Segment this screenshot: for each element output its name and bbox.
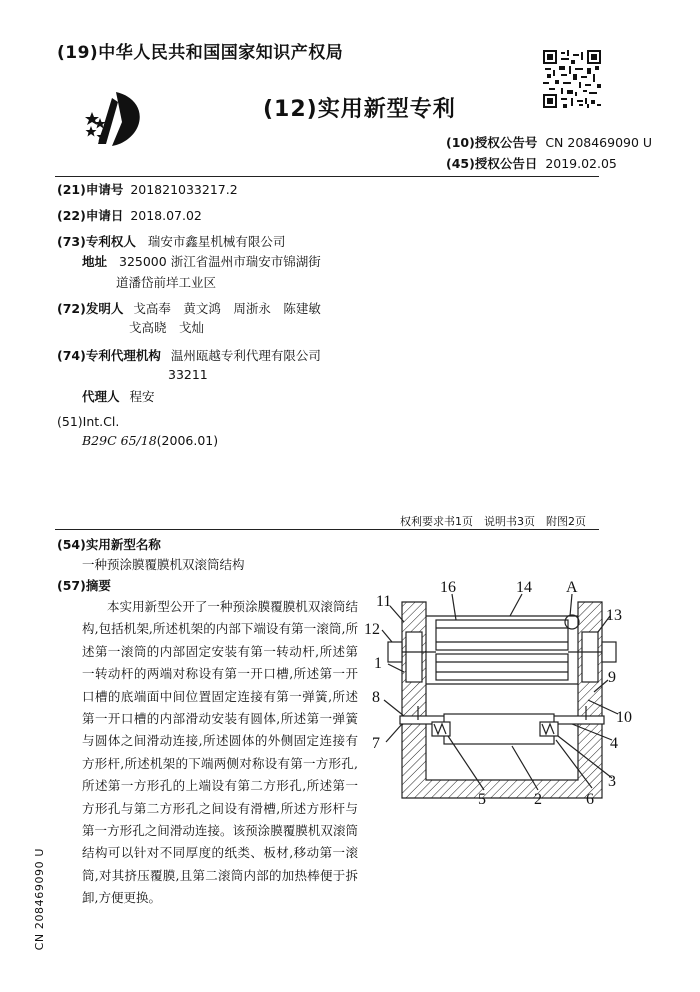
label-9: 9 (608, 669, 616, 686)
label-6: 6 (586, 791, 594, 808)
abstract-text: 本实用新型公开了一种预涂膜覆膜机双滚筒结构,包括机架,所述机架的内部下端设有第一滚筒,所述第一滚筒的内部固定安装有第一转动杆,所述第一转动杆的两端对称设有第一开口槽,所述第一开口槽的底端面中间位置固定连接有第一弹簧,所述第一开口槽的内部滑动安装有圆体,所述第一弹簧与圆体之间滑动连接,所述圆体的外侧固定连接有方形杆,所述机架的下端两侧对称设有第一方形孔,所述第一方形孔的上端设有第二方形孔,所述第一方形孔与第二方形孔之间设有滑槽,所述方形杆与第一方形孔之间滑动连接。该预涂膜覆膜机双滚筒结构可以针对不同厚度的纸类、板材,移动第一滚筒,对其挤压覆膜,且第二滚筒内部的加热棒便于拆卸,方便更换。 (82, 599, 358, 906)
label-1: 1 (374, 655, 382, 672)
application-date-row (57, 206, 202, 224)
section-divider (55, 529, 599, 530)
agency-row (57, 346, 321, 364)
address-row (82, 252, 321, 270)
address-line-2: 道潘岱前垟工业区 (116, 275, 217, 290)
label-13: 13 (606, 607, 622, 624)
label-2: 2 (534, 791, 542, 808)
label-5: 5 (478, 791, 486, 808)
label-12: 12 (364, 621, 380, 638)
label-4: 4 (610, 735, 618, 752)
inventors-row (57, 299, 321, 317)
label-7: 7 (372, 735, 380, 752)
inventors-line-1: 戈高奉 黄文鸿 周浙永 陈建敏 (133, 301, 321, 316)
agency-label: (74)专利代理机构 (57, 348, 161, 363)
patentee-label: (73)专利权人 (57, 234, 136, 249)
address-label: 地址 (82, 254, 108, 269)
publication-date: 2019.02.05 (545, 156, 617, 171)
application-date-label: (22)申请日 (57, 208, 124, 223)
qr-code (543, 50, 601, 108)
sheet-count: 权利要求书1页 说明书3页 附图2页 (400, 515, 586, 528)
publication-number: CN 208469090 U (545, 135, 653, 150)
header-divider (55, 176, 599, 177)
agent-row (82, 387, 155, 405)
application-number-row (57, 180, 238, 198)
inventors-line-2: 戈高晓 戈灿 (129, 320, 205, 335)
label-14: 14 (516, 579, 532, 596)
address-line-1: 325000 浙江省温州市瑞安市锦湖街 (119, 254, 321, 269)
utility-model-title: 一种预涂膜覆膜机双滚筒结构 (82, 557, 245, 572)
side-document-number: CN 208469090 U (33, 848, 46, 951)
agent-label: 代理人 (82, 389, 120, 404)
office-logo (82, 88, 154, 150)
inventors-label: (72)发明人 (57, 301, 124, 316)
patentee-row (57, 232, 285, 250)
application-number: 201821033217.2 (130, 182, 238, 197)
publication-date-row (446, 154, 617, 172)
abstract-label: (57)摘要 (57, 578, 111, 593)
publication-date-label: (45)授权公告日 (446, 156, 538, 171)
agent: 程安 (129, 389, 155, 404)
issuing-office: (19)中华人民共和国国家知识产权局 (57, 43, 344, 63)
label-11: 11 (376, 593, 392, 610)
structure-drawing (360, 572, 650, 812)
application-date: 2018.07.02 (130, 208, 202, 223)
title-label: (54)实用新型名称 (57, 537, 161, 552)
label-10: 10 (616, 709, 632, 726)
label-A: A (566, 579, 578, 596)
agency: 温州瓯越专利代理有限公司 (170, 348, 321, 363)
document-type: (12)实用新型专利 (263, 97, 456, 122)
label-3: 3 (608, 773, 616, 790)
ipc-code: B29C 65/18 (82, 433, 157, 448)
ipc-label: (51)Int.Cl. (57, 414, 120, 429)
ipc-row (82, 433, 218, 448)
ipc-date: (2006.01) (156, 433, 219, 448)
label-16: 16 (440, 579, 456, 596)
publication-number-label: (10)授权公告号 (446, 135, 538, 150)
publication-number-row (446, 133, 652, 151)
label-8: 8 (372, 689, 380, 706)
patentee: 瑞安市鑫星机械有限公司 (147, 234, 286, 249)
agency-code: 33211 (168, 367, 208, 382)
application-number-label: (21)申请号 (57, 182, 124, 197)
